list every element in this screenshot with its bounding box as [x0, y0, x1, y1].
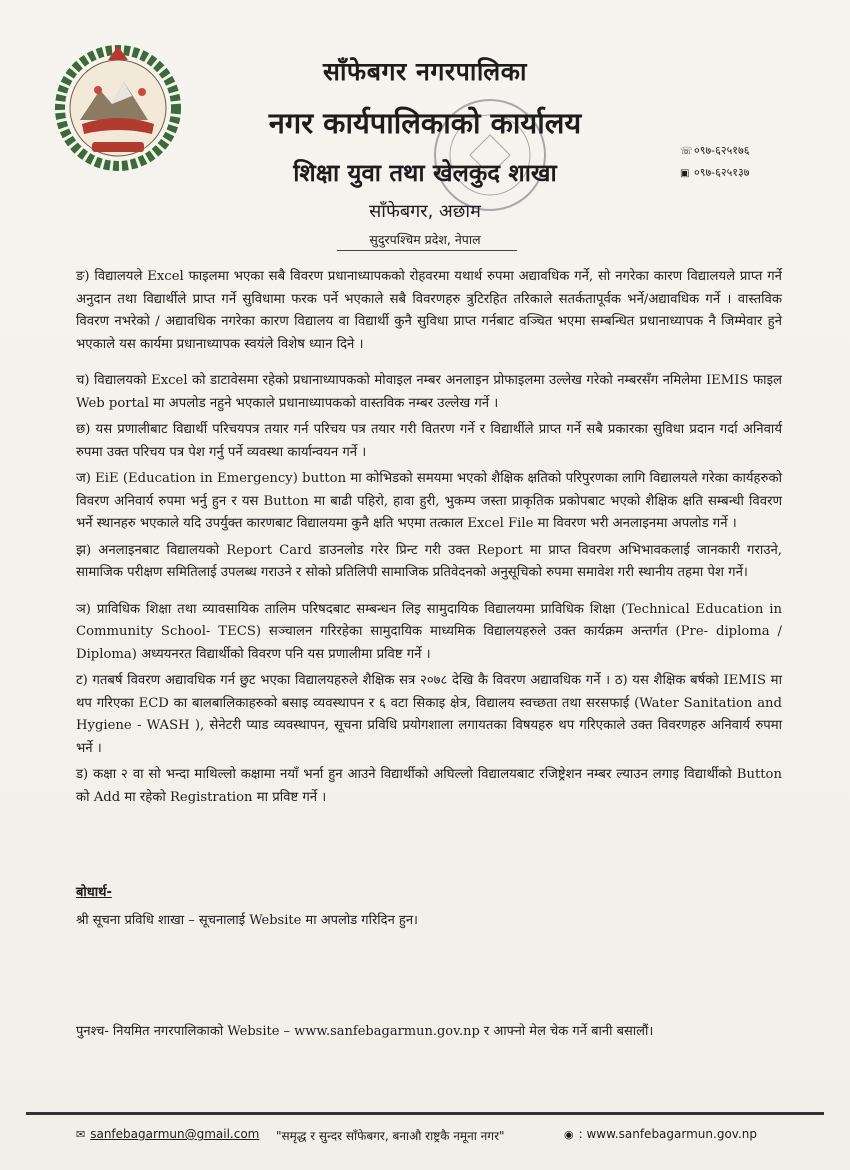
footer-email: [76, 1127, 259, 1141]
municipality-name: साँफेबगर नगरपालिका: [323, 57, 527, 86]
province-name: सुदुरपश्चिम प्रदेश, नेपाल: [369, 232, 481, 247]
instruction-paragraph: ज) EiE (Education in Emergency) button मा कोभिडको समयमा भएको शैक्षिक क्षतिको परिपुरणका लागि विद्यालयले गरेका कार्यहरुको विवरण अनिवार्य रुपमा भर्नु हुन र यस Button मा बाढी पहिरो, हावा हुरी, भुकम्प जस्ता प्राकृतिक प्रकोपबाट भएको शैक्षिक क्षति सम्बन्धी विवरण भर्ने स्थानहरु भएकाले यदि उपर्युक्त कारणबाट विद्यालयमा कुनै क्षति भएमा तत्काल Excel File मा विवरण भरी अनलाइनमा अपलोड गर्ने ।: [76, 471, 782, 531]
office-location: साँफेबगर, अछाम: [369, 201, 481, 222]
instruction-paragraph: ङ) विद्यालयले Excel फाइलमा भएका सबै विवरण प्रधानाध्यापकको रोहवरमा यथार्थ रुपमा अद्यावधिक गर्ने, सो नगरेका कारण विद्यालयले प्राप्त गर्ने अनुदान तथा विद्यार्थीले प्राप्त गर्ने सुविधामा फरक पर्ने भएकाले सबै विवरणहरु त्रुटिरहित तरिकाले सतर्कतापूर्वक भर्ने/अद्यावधिक गर्ने । वास्तविक विवरण नभरेको / अद्यावधिक नगरेका कारण विद्यालय वा विद्यार्थी कुनै सुविधा प्राप्त गर्नबाट वञ्चित भएमा सम्बन्धित प्रधानाध्यापक नै जिम्मेवार हुने भएकाले यस कार्यमा प्रधानाध्यापक स्वयंले विशेष ध्यान दिने ।: [76, 269, 782, 352]
instruction-paragraph: ञ) प्राविधिक शिक्षा तथा व्यावसायिक तालिम परिषदबाट सम्बन्धन लिइ सामुदायिक विद्यालयमा प्राविधिक शिक्षा (Technical Education in Community School- TECS) सञ्चालन गरिरहेका सामुदायिक माध्यमिक विद्यालयहरुले उक्त कार्यक्रम अन्तर्गत (Pre- diploma / Diploma) अध्ययनरत विद्यार्थीको विवरण पनि यस प्रणालीमा प्रविष्ट गर्ने ।: [76, 601, 782, 662]
footer-website: [564, 1127, 757, 1141]
cc-heading: बोधार्थ-: [76, 885, 112, 900]
branch-name: शिक्षा युवा तथा खेलकुद शाखा: [293, 159, 557, 187]
instruction-paragraph: ट) गतबर्ष विवरण अद्यावधिक गर्न छुट भएका विद्यालयहरुले शैक्षिक सत्र २०७८ देखि कै विवरण अद्यावधिक गर्ने । ठ) यस शैक्षिक बर्षको IEMIS मा थप गरिएका ECD का बालबालिकाहरुको बसाइ व्यवस्थापन र ६ वटा सिकाइ क्षेत्र, विद्यालय स्वच्छता तथा सरसफाई (Water Sanitation and Hygiene - WASH ), सेनेटरी प्याड व्यवस्थापन, सूचना प्रविधि प्रयोगशाला लगायतका विषयहरु थप गरिएकाले उक्त विवरणहरु अनिवार्य रुपमा भर्ने ।: [76, 673, 782, 756]
contact-numbers: [680, 140, 749, 184]
footer-slogan: "समृद्ध र सुन्दर साँफेबगर, बनाऔ राष्ट्रकै नमूना नगर": [276, 1129, 505, 1143]
fax-number: ०९७-६२५१३७: [694, 166, 750, 179]
globe-icon: ◉: [564, 1128, 574, 1141]
fax-line: [680, 162, 749, 184]
letter-body: [76, 266, 782, 813]
postscript: पुनश्च- नियमित नगरपालिकाको Website – www.sanfebagarmun.gov.np र आफ्नो मेल चेक गर्ने बानी बसालौं।: [76, 1024, 654, 1039]
footer-divider: [26, 1112, 824, 1115]
instruction-paragraph: ड) कक्षा २ वा सो भन्दा माथिल्लो कक्षामा नयाँ भर्ना हुन आउने विद्यार्थीको अघिल्लो विद्यालयबाट रजिष्ट्रेशन नम्बर ल्याउन लगाइ विद्यार्थीको Button को Add मा रहेको Registration मा प्रविष्ट गर्ने ।: [76, 767, 782, 805]
fax-icon: ▣: [680, 168, 690, 179]
phone-icon: ☏: [680, 146, 693, 157]
instruction-paragraph: च) विद्यालयको Excel को डाटावेसमा रहेको प्रधानाध्यापकको मोवाइल नम्बर अनलाइन प्रोफाइलमा उल्लेख गरेको नम्बरसँग नमिलेमा IEMIS फाइल Web portal मा अपलोड नहुने भएकाले प्रधानाध्यापकको वास्तविक नम्बर उल्लेख गर्ने ।: [76, 373, 782, 411]
email-link[interactable]: sanfebagarmun@gmail.com: [90, 1127, 260, 1141]
phone-number: ०९७-६२५१७६: [694, 144, 750, 157]
phone-line: [680, 140, 749, 162]
instruction-paragraph: छ) यस प्रणालीबाट विद्यार्थी परिचयपत्र तयार गर्न परिचय पत्र तयार गरी वितरण गर्ने र विद्यार्थीले प्राप्त गर्ने सबै प्रकारका सुविधा प्रदान गर्दा अनिवार्य रुपमा उक्त परिचय पत्र पेश गर्नु पर्ने व्यवस्था कार्यान्वयन गर्ने ।: [76, 422, 782, 460]
instruction-paragraph: झ) अनलाइनबाट विद्यालयको Report Card डाउनलोड गरेर प्रिन्ट गरी उक्त Report मा प्राप्त विवरण अभिभावकलाई जानकारी गराउने, सामाजिक परीक्षण समितिलाई उपलब्ध गराउने र सोको प्रतिलिपी सामाजिक प्रतिवेदनको अनुसूचिको रुपमा समावेश गरी स्थानीय तहमा पेश गर्ने।: [76, 542, 782, 580]
website-link[interactable]: : www.sanfebagarmun.gov.np: [578, 1127, 757, 1141]
cc-recipient: श्री सूचना प्रविधि शाखा – सूचनालाई Website मा अपलोड गरिदिन हुन।: [76, 913, 418, 928]
office-name: नगर कार्यपालिकाको कार्यालय: [268, 106, 582, 140]
mail-icon: ✉: [76, 1128, 86, 1141]
header-underline: [337, 250, 517, 251]
